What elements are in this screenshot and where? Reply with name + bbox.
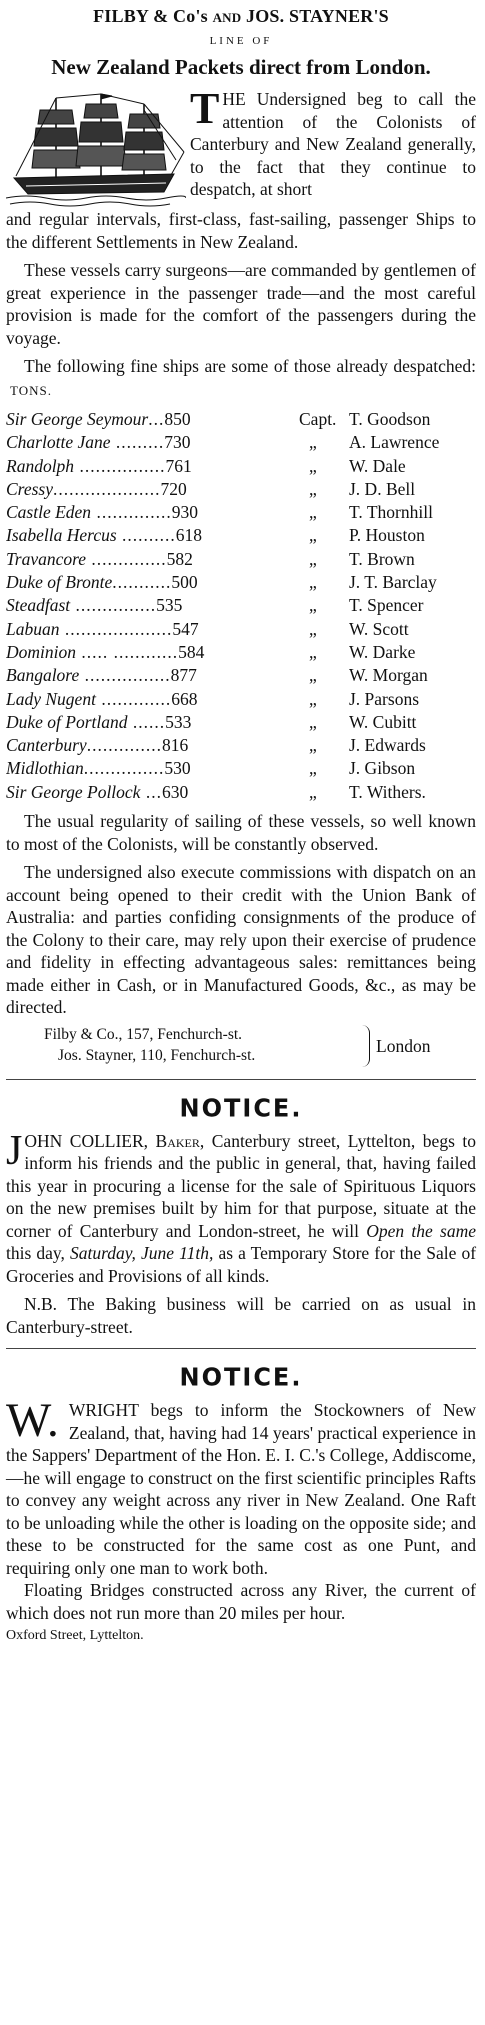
ship-tons: 535 <box>156 595 183 616</box>
ship-captain <box>299 524 476 547</box>
following-text: The following fine ships are some of those already despatched: <box>24 356 476 376</box>
ship-tons: 850 <box>164 409 191 429</box>
ship-name-tons <box>6 757 299 780</box>
leader-dots: ................ <box>74 455 166 476</box>
ship-name: Steadfast <box>6 595 71 616</box>
wright-bridges: Floating Bridges constructed across any River, the current of which does not run more than 20 miles per hour. <box>6 1580 476 1623</box>
ship-name: Labuan <box>6 618 60 639</box>
ship-row <box>6 641 476 664</box>
signature-stayner: Jos. Stayner, 110, Fenchurch-st. <box>58 1046 256 1064</box>
ship-name-tons <box>6 408 299 431</box>
wright-body: WRIGHT begs to inform the Stockowners of New Zealand, that, having had 14 years' practical experience in the Sappers' Department of the Hon. E. I. C.'s College, Addiscome,—he will engage to construct on the first scientific principles Rafts to convey any weight across any river in New Zealand. One Raft to be unloading while the other is loading on the opposite side; and these to be constructed for the same cost as one Punt, and requiring only one man to work both. <box>6 1400 476 1578</box>
ship-tons: 668 <box>171 688 198 709</box>
ditto-mark: „ <box>309 665 317 686</box>
ditto-mark: „ <box>309 735 317 756</box>
leader-dots: ............... <box>70 595 157 616</box>
ship-name-tons <box>6 734 299 757</box>
leader-dots: .................... <box>53 478 161 499</box>
collier-date: Saturday, June 11th, <box>69 1243 214 1264</box>
captain-name: P. Houston <box>349 525 425 546</box>
leader-dots: ........... <box>112 572 172 593</box>
wright-notice-body <box>6 1394 476 1579</box>
ship-captain <box>299 757 476 780</box>
captain-name: T. Brown <box>349 548 415 569</box>
intro-rest: and regular intervals, first-class, fast-sailing, passenger Ships to the different Settlements in New Zealand. <box>6 209 476 252</box>
ship-row <box>6 594 476 617</box>
ship-name: Midlothian <box>6 758 84 779</box>
divider <box>6 1348 476 1349</box>
para-commissions: The undersigned also execute commissions with dispatch on an account being opened to their credit with the Union Bank of Australia: and parties confiding consignments of the produce of the Colony to their care, may rely upon their exercise of prudence and fidelity in effecting advantageous sales: remittances being made either in Cash, or in Manufactured Goods, &c., as may be directed. <box>6 862 476 1018</box>
leader-dots: .............. <box>91 502 172 523</box>
ship-tons: 877 <box>170 665 197 686</box>
ship-tons: 720 <box>160 478 187 499</box>
ship-row <box>6 408 476 431</box>
ship-tons: 530 <box>164 758 191 779</box>
ship-row <box>6 757 476 780</box>
captain-name: W. Cubitt <box>349 711 417 732</box>
ship-captain <box>299 711 476 734</box>
ship-name: Bangalore <box>6 665 80 686</box>
ship-name: Castle Eden <box>6 502 92 523</box>
ditto-mark: „ <box>309 688 317 709</box>
leader-dots: ......... <box>110 432 165 453</box>
leader-dots: ............. <box>95 688 172 709</box>
captain-name: J. D. Bell <box>349 478 416 499</box>
ditto-mark: „ <box>309 781 317 802</box>
ship-name: Duke of Portland <box>6 711 128 732</box>
collier-body-end: as a Temporary Store for the Sale of Groceries and Provisions of all kinds. <box>6 1243 477 1286</box>
ship-tons: 730 <box>164 432 191 453</box>
ditto-mark: „ <box>309 478 317 499</box>
collier-body-start: Canterbury street, Lyttelton, begs to inform his friends and the public in general, that, having failed this year in procuring a license for the sale of Spirituous Liquors on the new premises built by him for that purpose, situate at the corner of Canterbury and London-street, he will <box>6 1130 476 1241</box>
captain-name: T. Goodson <box>349 409 431 429</box>
ship-captain <box>299 594 476 617</box>
leader-dots: ... <box>148 409 165 429</box>
ditto-mark: „ <box>309 618 317 639</box>
leader-dots: .............. <box>86 735 162 756</box>
ad-header-line1 <box>6 6 476 27</box>
ship-tons: 500 <box>171 572 198 593</box>
ship-name: Sir George Pollock <box>6 781 141 802</box>
ship-row <box>6 524 476 547</box>
ship-tons: 547 <box>172 618 199 639</box>
ditto-mark: „ <box>309 502 317 523</box>
ship-row <box>6 431 476 454</box>
ditto-mark: „ <box>309 758 317 779</box>
ship-name: Lady Nugent <box>6 688 96 709</box>
signature-block <box>6 1025 476 1069</box>
leader-dots: .................... <box>59 618 173 639</box>
ship-name: Dominion <box>6 641 76 662</box>
ship-captain <box>299 781 476 804</box>
leader-dots: ...... <box>127 711 166 732</box>
notice-heading-collier: NOTICE. <box>179 1092 303 1123</box>
ship-tons: 584 <box>178 641 205 662</box>
divider <box>6 1079 476 1080</box>
wright-address: Oxford Street, Lyttelton. <box>6 1628 144 1644</box>
ship-name-tons <box>6 548 299 571</box>
ship-name: Cressy <box>6 478 53 499</box>
ditto-mark: „ <box>309 525 317 546</box>
leader-dots: ..... ............ <box>76 641 179 662</box>
ad-header-line3: New Zealand Packets direct from London. <box>51 55 431 79</box>
ship-name-tons <box>6 618 299 641</box>
ditto-mark: „ <box>309 548 317 569</box>
captain-name: W. Scott <box>349 618 409 639</box>
leader-dots: ................ <box>79 665 171 686</box>
ship-name: Sir George Seymour <box>6 409 149 429</box>
captain-name: J. T. Barclay <box>349 572 437 593</box>
ship-list <box>6 408 476 804</box>
ship-name-tons <box>6 501 299 524</box>
collier-name: OHN COLLIER, <box>24 1130 149 1151</box>
drop-cap-t: T <box>190 84 220 133</box>
ship-captain <box>299 431 476 454</box>
company-stayner: JOS. STAYNER'S <box>246 6 389 26</box>
collier-nb: N.B. The Baking business will be carried on as usual in Canterbury-street. <box>6 1294 476 1337</box>
ship-captain <box>299 688 476 711</box>
ditto-mark: „ <box>309 641 317 662</box>
ad-header-line2: LINE OF <box>209 35 273 47</box>
ship-tons: 533 <box>165 711 192 732</box>
ship-captain <box>299 571 476 594</box>
ship-tons: 630 <box>161 781 189 802</box>
ship-name-tons <box>6 594 299 617</box>
ship-row <box>6 711 476 734</box>
ship-name-tons <box>6 664 299 687</box>
para-regularity: The usual regularity of sailing of these vessels, so well known to most of the Colonists, will be constantly observed. <box>6 811 476 854</box>
sailing-ship-icon <box>6 90 186 208</box>
ship-name: Canterbury <box>6 735 87 756</box>
ship-tons: 618 <box>175 525 203 546</box>
captain-name: J. Parsons <box>349 688 420 709</box>
collier-this-day: this day, <box>6 1243 65 1264</box>
ship-name-tons <box>6 571 299 594</box>
ship-captain <box>299 734 476 757</box>
signature-filby: Filby & Co., 157, Fenchurch-st. <box>44 1025 243 1043</box>
newspaper-column <box>6 4 476 1644</box>
para-following <box>6 355 476 402</box>
ship-name-tons <box>6 688 299 711</box>
leader-dots: .............. <box>86 548 167 569</box>
ship-row <box>6 478 476 501</box>
capt-label: Capt. <box>299 409 337 429</box>
drop-cap-j: J <box>6 1127 23 1174</box>
ship-captain <box>299 501 476 524</box>
captain-name: W. Morgan <box>349 665 428 686</box>
ship-captain <box>299 548 476 571</box>
ship-row <box>6 781 476 804</box>
ditto-mark: „ <box>309 455 317 476</box>
ship-name: Travancore <box>6 548 87 569</box>
ship-row <box>6 618 476 641</box>
intro-first-text: HE Undersigned beg to call the attention of the Colonists of Canterbury and New Zealand generally, to the fact that they continue to despatch, at short <box>190 89 476 199</box>
ship-tons: 930 <box>171 502 198 523</box>
ship-name-tons <box>6 641 299 664</box>
ship-name-tons <box>6 431 299 454</box>
ship-name: Randolph <box>6 455 75 476</box>
captain-name: J. Gibson <box>349 758 416 779</box>
ship-tons: 582 <box>166 548 193 569</box>
ship-row <box>6 571 476 594</box>
ditto-mark: „ <box>309 595 317 616</box>
ship-row <box>6 664 476 687</box>
brace-icon <box>360 1025 370 1067</box>
company-filby: FILBY & Co's <box>93 6 208 26</box>
captain-name: W. Darke <box>349 641 416 662</box>
sailing-ship-illustration <box>6 90 186 208</box>
ship-row <box>6 688 476 711</box>
ship-row <box>6 455 476 478</box>
ship-name-tons <box>6 711 299 734</box>
notice-heading-wright: NOTICE. <box>179 1362 303 1392</box>
captain-name: T. Spencer <box>349 595 424 616</box>
ship-captain <box>299 641 476 664</box>
ship-row <box>6 734 476 757</box>
tons-label: TONS. <box>10 382 52 398</box>
signature-city: London <box>376 1035 431 1056</box>
collier-notice-body <box>6 1127 477 1288</box>
ship-tons: 816 <box>161 735 189 756</box>
leader-dots: .......... <box>116 525 176 546</box>
ship-name: Isabella Hercus <box>6 525 117 546</box>
ship-row <box>6 548 476 571</box>
ship-intro-block <box>6 84 476 210</box>
para-surgeons: These vessels carry surgeons—are commanded by gentlemen of great experience in the passenger trade—and the most careful provision is made for the comfort of the passengers during the voyage. <box>6 260 476 348</box>
ship-name: Duke of Bronte <box>6 572 113 593</box>
ship-name: Charlotte Jane <box>6 432 111 453</box>
collier-trade: Baker, <box>155 1130 205 1151</box>
drop-cap-w: W. <box>6 1394 59 1448</box>
ship-captain <box>299 618 476 641</box>
captain-name: W. Dale <box>349 455 406 476</box>
ship-tons: 761 <box>165 455 192 476</box>
ship-name-tons <box>6 781 299 804</box>
ditto-mark: „ <box>309 711 317 732</box>
and-word: AND <box>212 10 242 25</box>
ship-captain <box>299 408 476 431</box>
ship-captain <box>299 455 476 478</box>
ditto-mark: „ <box>309 572 317 593</box>
captain-name: A. Lawrence <box>349 432 440 453</box>
captain-name: T. Withers. <box>349 781 426 802</box>
captain-name: T. Thornhill <box>349 502 433 523</box>
ship-captain <box>299 478 476 501</box>
ship-row <box>6 501 476 524</box>
ship-name-tons <box>6 524 299 547</box>
leader-dots: ... <box>140 781 162 802</box>
ditto-mark: „ <box>309 432 317 453</box>
ship-name-tons <box>6 455 299 478</box>
collier-open-same: Open the same <box>366 1220 476 1241</box>
intro-first-lines <box>190 84 476 201</box>
leader-dots: ............... <box>83 758 165 779</box>
captain-name: J. Edwards <box>349 735 426 756</box>
ship-captain <box>299 664 476 687</box>
ship-name-tons <box>6 478 299 501</box>
